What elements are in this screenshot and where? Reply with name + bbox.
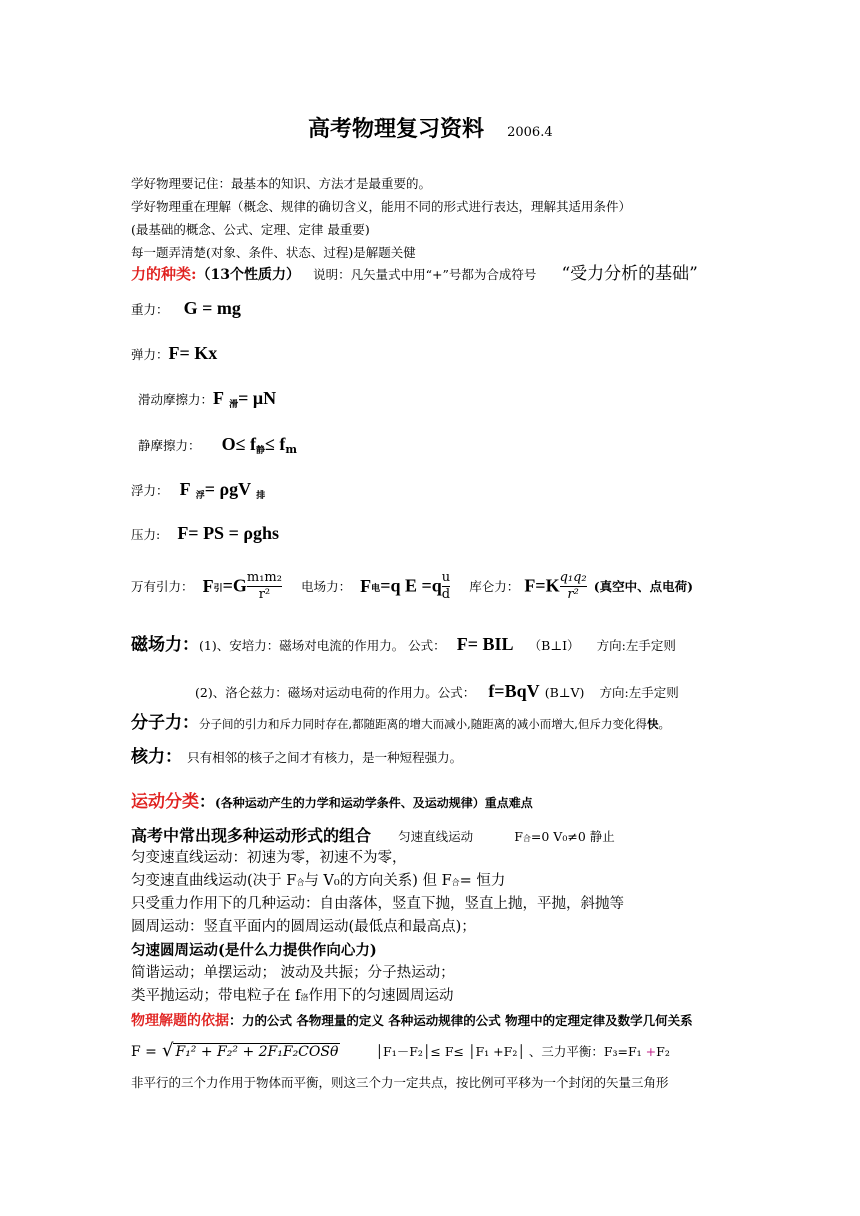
curve-c: = 恒力	[459, 873, 506, 889]
lorentz-text: (2)、洛仑兹力：磁场对运动电荷的作用力。公式：	[195, 685, 476, 700]
nuclear-label: 核力：	[131, 747, 182, 767]
ampere-text: (1)、安培力：磁场对电流的作用力。 公式：	[199, 638, 446, 653]
grav-f: F	[202, 575, 214, 596]
intro-line-1: 学好物理要记住：最基本的知识、方法才是最重要的。	[131, 176, 432, 191]
sliding-sub: 滑	[229, 400, 239, 410]
motion-shm: 简谐运动；单摆运动； 波动及共振；分子热运动；	[131, 965, 455, 981]
forces-label: 力的种类:	[131, 265, 197, 283]
force-range: │F₁－F₂│≤ F≤ │F₁ +F₂│ 、三力平衡：F₃=F₁	[375, 1044, 646, 1059]
forces-header	[131, 264, 698, 284]
motion-projectile-row	[131, 988, 453, 1005]
curve-a: 匀变速直曲线运动(决于 F	[131, 873, 297, 889]
static-friction-row	[138, 434, 297, 456]
formula-lhs: F =	[131, 1044, 157, 1060]
ampere-cond: （B⊥I）	[528, 638, 580, 653]
coul-num: q₁q₂	[559, 570, 587, 585]
molecular-text: 分子间的引力和斥力同时存在,都随距离的增大而减小,随距离的减小而增大,但斥力变化得	[199, 717, 647, 731]
motion-heading: 高考中常出现多种运动形式的组合	[131, 826, 372, 845]
buoy-label: 浮力：	[131, 483, 169, 498]
molecular-row	[131, 713, 670, 733]
projectile-sub: 洛	[300, 993, 309, 1002]
pressure-row	[131, 523, 279, 545]
intro-line-2: 学好物理重在理解（概念、规律的确切含义，能用不同的形式进行表达，理解其适用条件）	[131, 199, 632, 214]
magnetic-label: 磁场力：	[131, 635, 199, 655]
coul-den: r²	[560, 586, 587, 603]
static-label: 静摩擦力：	[138, 438, 201, 453]
force-tail: F₂	[656, 1044, 670, 1059]
buoy-rest: = ρgV	[204, 479, 252, 499]
lorentz-dir: 方向:左手定则	[599, 685, 679, 700]
coul-fraction	[560, 570, 587, 603]
molecular-label: 分子力：	[131, 713, 199, 733]
elec-den: d	[441, 587, 451, 602]
coul-note: (真空中、点电荷)	[593, 579, 694, 594]
sliding-friction-row	[138, 388, 276, 410]
title-main: 高考物理复习资料	[308, 116, 485, 142]
motion-colon: ：	[199, 792, 216, 811]
projectile-b: 作用下的匀速圆周运动	[308, 988, 454, 1004]
grav-den: r²	[247, 586, 282, 603]
elec-f: F	[360, 575, 372, 596]
molecular-dot: 。	[658, 717, 670, 731]
press-label: 压力:	[131, 527, 161, 542]
static-m: m	[285, 443, 298, 456]
grav-eq: =G	[222, 575, 247, 596]
basis-colon: ：	[229, 1014, 243, 1029]
motion-circular: 匀速圆周运动(是什么力提供作向心力)	[131, 942, 377, 959]
buoy-f: F	[179, 479, 191, 499]
motion-heading-row	[131, 826, 615, 845]
lorentz-formula: f=BqV	[488, 681, 540, 701]
intro-line-3: (最基础的概念、公式、定理、定律 最重要)	[131, 222, 370, 237]
motion-header	[131, 792, 533, 812]
grav-sub: 引	[213, 584, 223, 595]
sqrt-sign: √	[162, 1040, 174, 1061]
sqrt-content: F₁² + F₂² + 2F₁F₂COSθ	[175, 1044, 339, 1060]
buoy-sub2: 排	[256, 491, 266, 501]
motion-line-3: 圆周运动：竖直平面内的圆周运动(最低点和最高点)；	[131, 919, 476, 935]
sliding-f: F	[213, 388, 225, 408]
nuclear-text: 只有相邻的核子之间才有核力，是一种短程强力。	[187, 750, 463, 765]
gravity-row	[131, 298, 241, 320]
nuclear-row	[131, 747, 462, 767]
basis-text: 力的公式 各物理量的定义 各种运动规律的公式 物理中的定理定律及数学几何关系	[242, 1013, 693, 1028]
page-title	[308, 116, 553, 142]
molecular-end: 快	[646, 717, 659, 731]
uniform-cond: =0 V₀≠0 静止	[530, 829, 615, 844]
curve-sub2: 合	[451, 878, 460, 887]
elec-label: 电场力：	[301, 579, 352, 594]
elec-num: u	[441, 570, 451, 585]
uniform-f: F	[514, 829, 523, 844]
elec-fraction	[442, 570, 450, 603]
grav-num: m₁m₂	[246, 570, 282, 585]
basis-row	[131, 1010, 693, 1030]
magnetic-row-1	[131, 634, 676, 656]
forces-note: 说明：凡矢量式中用“+”号都为合成符号	[313, 267, 537, 282]
lorentz-cond: (B⊥V)	[544, 685, 585, 700]
forces-count: （13个性质力）	[196, 267, 301, 283]
grav-fraction	[247, 570, 282, 603]
elastic-row	[131, 343, 217, 365]
grav-label: 万有引力：	[131, 579, 194, 594]
motion-curve-row	[131, 873, 505, 890]
ampere-dir: 方向:左手定则	[596, 638, 676, 653]
gravity-formula: G = mg	[183, 298, 241, 318]
force-plus: +	[645, 1044, 657, 1059]
title-date: 2006.4	[507, 125, 553, 140]
elec-eq: =q E =q	[380, 575, 442, 596]
gravity-label: 重力：	[131, 302, 169, 317]
formula-row	[131, 1040, 670, 1062]
coul-eq: F=K	[524, 575, 560, 596]
motion-header-text: (各种运动产生的力学和运动学条件、及运动规律）重点难点	[215, 796, 533, 810]
forces-quote: “受力分析的基础”	[561, 264, 698, 284]
elastic-label: 弹力：	[131, 347, 169, 362]
uniform-sub: 合	[522, 834, 531, 843]
curve-b: 与 V₀的方向关系) 但 F	[304, 873, 452, 889]
curve-sub: 合	[296, 878, 305, 887]
laws-row	[131, 570, 693, 603]
static-f2: ≤ f	[265, 434, 286, 454]
sliding-label: 滑动摩擦力：	[138, 392, 214, 407]
intro-line-4: 每一题弄清楚(对象、条件、状态、过程)是解题关健	[131, 245, 416, 260]
ampere-formula: F= BIL	[456, 634, 514, 654]
basis-label: 物理解题的依据	[131, 1013, 229, 1029]
coul-label: 库仑力：	[469, 579, 520, 594]
buoyancy-row	[131, 479, 265, 501]
magnetic-row-2	[195, 681, 679, 703]
static-f1: O≤ f	[221, 434, 256, 454]
motion-label: 运动分类	[131, 792, 199, 812]
elec-sub: 电	[371, 584, 381, 595]
sliding-rest: = μN	[238, 388, 277, 408]
uniform-motion: 匀速直线运动	[398, 829, 474, 844]
motion-line-1: 匀变速直线运动：初速为零，初速不为零，	[131, 850, 407, 866]
buoy-sub: 浮	[195, 491, 205, 501]
projectile-a: 类平抛运动；带电粒子在 f	[131, 988, 301, 1004]
elastic-formula: F= Kx	[168, 343, 218, 363]
motion-line-2: 只受重力作用下的几种运动：自由落体，竖直下抛，竖直上抛，平抛，斜抛等	[131, 896, 624, 912]
static-sub: 静	[255, 446, 265, 456]
footer-text: 非平行的三个力作用于物体而平衡，则这三个力一定共点，按比例可平移为一个封闭的矢量三角形	[131, 1075, 669, 1090]
press-formula: F= PS = ρghs	[177, 523, 279, 543]
